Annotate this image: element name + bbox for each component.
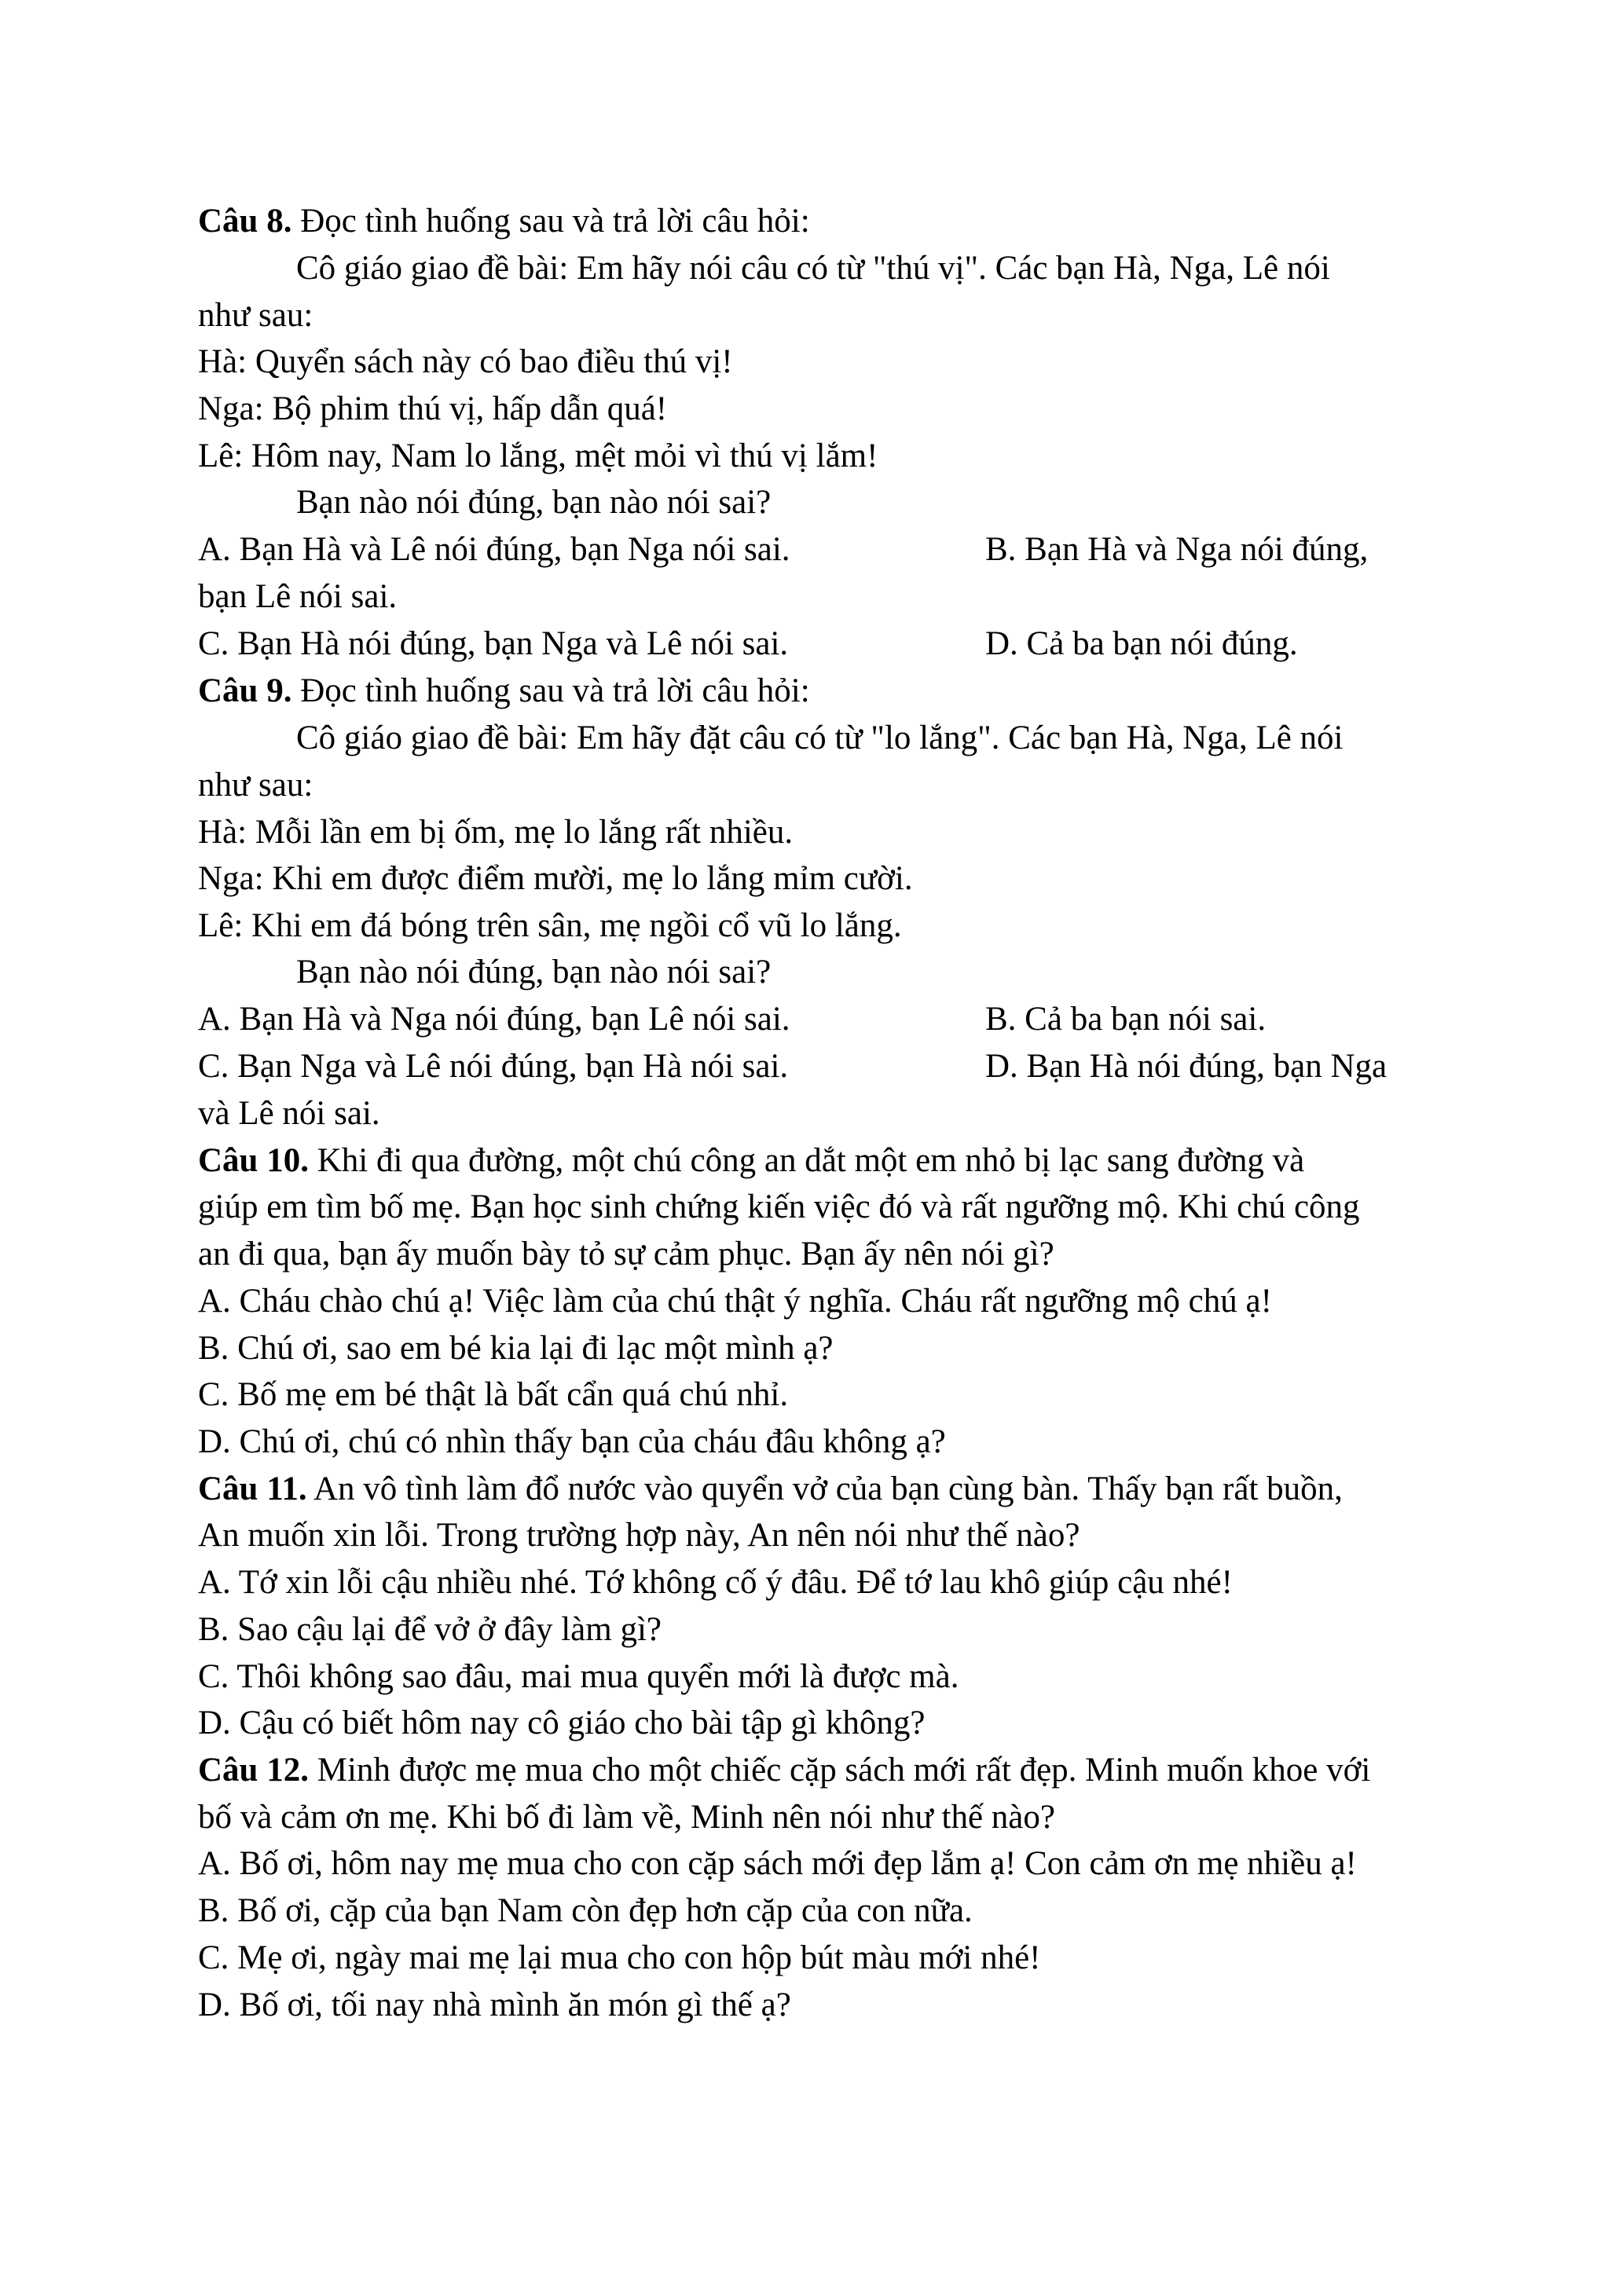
q12-option-c: C. Mẹ ơi, ngày mai mẹ lại mua cho con hộp bút màu mới nhé! xyxy=(198,1939,1041,1976)
q11-option-c: C. Thôi không sao đâu, mai mua quyển mới là được mà. xyxy=(198,1658,959,1695)
q9-option-d: D. Bạn Hà nói đúng, bạn Nga xyxy=(985,1048,1388,1085)
q12-option-a: A. Bố ơi, hôm nay mẹ mua cho con cặp sách mới đẹp lắm ạ! Con cảm ơn mẹ nhiều ạ! xyxy=(198,1845,1357,1882)
q10-option-c: C. Bố mẹ em bé thật là bất cẩn quá chú nhỉ. xyxy=(198,1376,789,1413)
q10-heading xyxy=(198,1137,1455,1185)
q8-option-d: D. Cả ba bạn nói đúng. xyxy=(985,625,1298,662)
q8-answer-ha: Hà: Quyển sách này có bao điều thú vị! xyxy=(198,343,733,380)
q10-text-line-1: Khi đi qua đường, một chú công an dắt một em nhỏ bị lạc sang đường và xyxy=(317,1142,1305,1179)
q9-answer-ha: Hà: Mỗi lần em bị ốm, mẹ lo lắng rất nhiều. xyxy=(198,814,794,851)
q8-option-a: A. Bạn Hà và Lê nói đúng, bạn Nga nói sai. xyxy=(198,531,790,568)
q9-number: Câu 9. xyxy=(198,672,292,709)
q11-option-a: A. Tớ xin lỗi cậu nhiều nhé. Tớ không cố ý đâu. Để tớ lau khô giúp cậu nhé! xyxy=(198,1564,1233,1601)
q8-option-c: C. Bạn Hà nói đúng, bạn Nga và Lê nói sai. xyxy=(198,625,789,662)
q11-text-line-1: An vô tình làm đổ nước vào quyển vở của bạn cùng bàn. Thấy bạn rất buồn, xyxy=(313,1470,1343,1507)
q10-text-line-3: an đi qua, bạn ấy muốn bày tỏ sự cảm phục. Bạn ấy nên nói gì? xyxy=(198,1236,1054,1273)
q9-option-d-cont: và Lê nói sai. xyxy=(198,1095,380,1132)
q8-context-line-2: như sau: xyxy=(198,297,313,334)
q12-text-line-1: Minh được mẹ mua cho một chiếc cặp sách mới rất đẹp. Minh muốn khoe với xyxy=(317,1752,1371,1789)
q12-heading xyxy=(198,1747,1455,1794)
q11-option-d: D. Cậu có biết hôm nay cô giáo cho bài tập gì không? xyxy=(198,1705,926,1741)
q11-option-b: B. Sao cậu lại để vở ở đây làm gì? xyxy=(198,1611,662,1648)
q8-ask: Bạn nào nói đúng, bạn nào nói sai? xyxy=(296,484,772,521)
q10-option-a: A. Cháu chào chú ạ! Việc làm của chú thật ý nghĩa. Cháu rất ngưỡng mộ chú ạ! xyxy=(198,1283,1272,1320)
q9-ask: Bạn nào nói đúng, bạn nào nói sai? xyxy=(296,954,772,991)
q8-answer-le: Lê: Hôm nay, Nam lo lắng, mệt mỏi vì thú vị lắm! xyxy=(198,438,878,474)
q11-text-line-2: An muốn xin lỗi. Trong trường hợp này, An nên nói như thế nào? xyxy=(198,1517,1080,1554)
q8-context-line-1: Cô giáo giao đề bài: Em hãy nói câu có từ "thú vị". Các bạn Hà, Nga, Lê nói xyxy=(296,250,1330,287)
q12-option-d: D. Bố ơi, tối nay nhà mình ăn món gì thế ạ? xyxy=(198,1987,791,2023)
q10-option-b: B. Chú ơi, sao em bé kia lại đi lạc một mình ạ? xyxy=(198,1330,834,1367)
q9-prompt: Đọc tình huống sau và trả lời câu hỏi: xyxy=(300,672,810,709)
q11-heading xyxy=(198,1466,1455,1513)
q12-option-b: B. Bố ơi, cặp của bạn Nam còn đẹp hơn cặp của con nữa. xyxy=(198,1892,973,1929)
q10-text-line-2: giúp em tìm bố mẹ. Bạn học sinh chứng kiến việc đó và rất ngưỡng mộ. Khi chú công xyxy=(198,1188,1360,1225)
q9-option-a: A. Bạn Hà và Nga nói đúng, bạn Lê nói sai. xyxy=(198,1001,790,1038)
q8-heading xyxy=(198,198,1455,245)
q8-option-b-cont: bạn Lê nói sai. xyxy=(198,578,398,615)
q11-number: Câu 11. xyxy=(198,1470,307,1507)
q8-option-b: B. Bạn Hà và Nga nói đúng, xyxy=(985,531,1369,568)
q8-answer-nga: Nga: Bộ phim thú vị, hấp dẫn quá! xyxy=(198,390,668,427)
q12-number: Câu 12. xyxy=(198,1752,309,1789)
q9-answer-le: Lê: Khi em đá bóng trên sân, mẹ ngồi cổ vũ lo lắng. xyxy=(198,907,902,944)
q9-context-line-2: như sau: xyxy=(198,767,313,804)
q10-number: Câu 10. xyxy=(198,1142,309,1179)
q10-option-d: D. Chú ơi, chú có nhìn thấy bạn của cháu đâu không ạ? xyxy=(198,1423,946,1460)
q9-option-b: B. Cả ba bạn nói sai. xyxy=(985,1001,1267,1038)
q9-heading xyxy=(198,668,1455,715)
q12-text-line-2: bố và cảm ơn mẹ. Khi bố đi làm về, Minh nên nói như thế nào? xyxy=(198,1799,1055,1836)
q9-answer-nga: Nga: Khi em được điểm mười, mẹ lo lắng mỉm cười. xyxy=(198,860,913,897)
q8-prompt: Đọc tình huống sau và trả lời câu hỏi: xyxy=(300,203,810,240)
q9-option-c: C. Bạn Nga và Lê nói đúng, bạn Hà nói sai. xyxy=(198,1048,789,1085)
q9-context-line-1: Cô giáo giao đề bài: Em hãy đặt câu có từ "lo lắng". Các bạn Hà, Nga, Lê nói xyxy=(296,720,1344,756)
q8-number: Câu 8. xyxy=(198,203,292,240)
